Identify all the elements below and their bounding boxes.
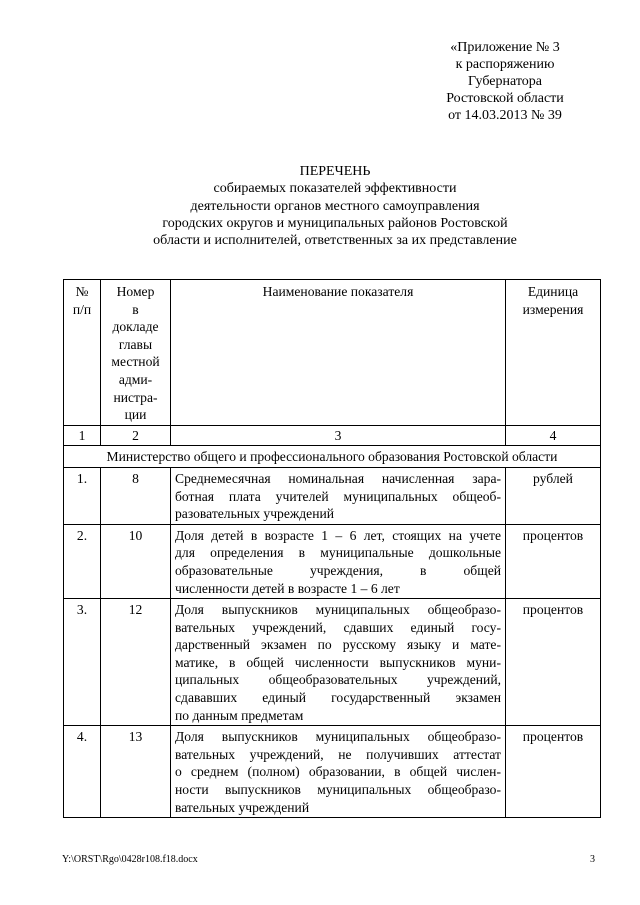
- row-number: 1.: [64, 467, 101, 524]
- row-indicator: Доля детей в возрасте 1 – 6 лет, стоящих на учете для определения в муниципальные дошкольные образовательные учреждения, в общей численности детей в возрасте 1 – 6 лет: [171, 524, 506, 598]
- title-line: городских округов и муниципальных районов Ростовской: [162, 215, 508, 231]
- row-unit: рублей: [506, 467, 601, 524]
- annex-line: к распоряжению: [455, 57, 555, 72]
- column-number: 4: [506, 425, 601, 446]
- title-line: области и исполнителей, ответственных за их представление: [153, 233, 517, 249]
- title-line: собираемых показателей эффективности: [213, 181, 457, 197]
- row-indicator: Среднемесячная номинальная начисленная зара- ботная плата учителей муниципальных общеоб- разовательных учреждений: [171, 467, 506, 524]
- row-indicator: Доля выпускников муниципальных общеобразо- вательных учреждений, сдавших единый госу- дарственный экзамен по русскому языку и мате- матике, в общей численности выпускников муни- ципальных общеобразовательных учреждений, сдававших единый государственный экзамен по данным предметам: [171, 599, 506, 726]
- document-title: [80, 163, 590, 249]
- indicators-table: [63, 279, 601, 818]
- row-report-ref: 13: [101, 726, 171, 818]
- header-report-number: Номер в докладе главы местной адми- нистра- ции: [101, 280, 171, 426]
- row-number: 3.: [64, 599, 101, 726]
- column-number: 2: [101, 425, 171, 446]
- table-header-row: [64, 280, 601, 426]
- annex-line: Ростовской области: [446, 91, 564, 106]
- footer-page-number: 3: [590, 854, 595, 865]
- row-unit: процентов: [506, 599, 601, 726]
- table-row: [64, 524, 601, 598]
- row-indicator: Доля выпускников муниципальных общеобразо- вательных учреждений, не получивших аттестат о среднем (полном) образовании, в общей числен- ности выпускников муниципальных общеобразо- вательных учреждений: [171, 726, 506, 818]
- section-title: Министерство общего и профессионального образования Ростовской области: [64, 446, 601, 468]
- section-row: [64, 446, 601, 468]
- annex-block: [400, 39, 610, 124]
- column-number: 1: [64, 425, 101, 446]
- column-number: 3: [171, 425, 506, 446]
- header-indicator-name: Наименование показателя: [171, 280, 506, 426]
- header-number: № п/п: [64, 280, 101, 426]
- table-row: [64, 467, 601, 524]
- annex-line: от 14.03.2013 № 39: [448, 108, 562, 123]
- header-unit: Единица измерения: [506, 280, 601, 426]
- title-heading: ПЕРЕЧЕНЬ: [299, 164, 371, 179]
- footer-file-path: Y:\ORST\Rgo\0428r108.f18.docx: [62, 854, 198, 865]
- row-number: 2.: [64, 524, 101, 598]
- annex-line: Губернатора: [467, 74, 543, 89]
- row-report-ref: 10: [101, 524, 171, 598]
- row-report-ref: 8: [101, 467, 171, 524]
- row-unit: процентов: [506, 524, 601, 598]
- title-line: деятельности органов местного самоуправления: [190, 198, 480, 214]
- row-number: 4.: [64, 726, 101, 818]
- row-unit: процентов: [506, 726, 601, 818]
- column-number-row: [64, 425, 601, 446]
- table-row: [64, 726, 601, 818]
- table-row: [64, 599, 601, 726]
- annex-line: «Приложение № 3: [450, 40, 560, 55]
- row-report-ref: 12: [101, 599, 171, 726]
